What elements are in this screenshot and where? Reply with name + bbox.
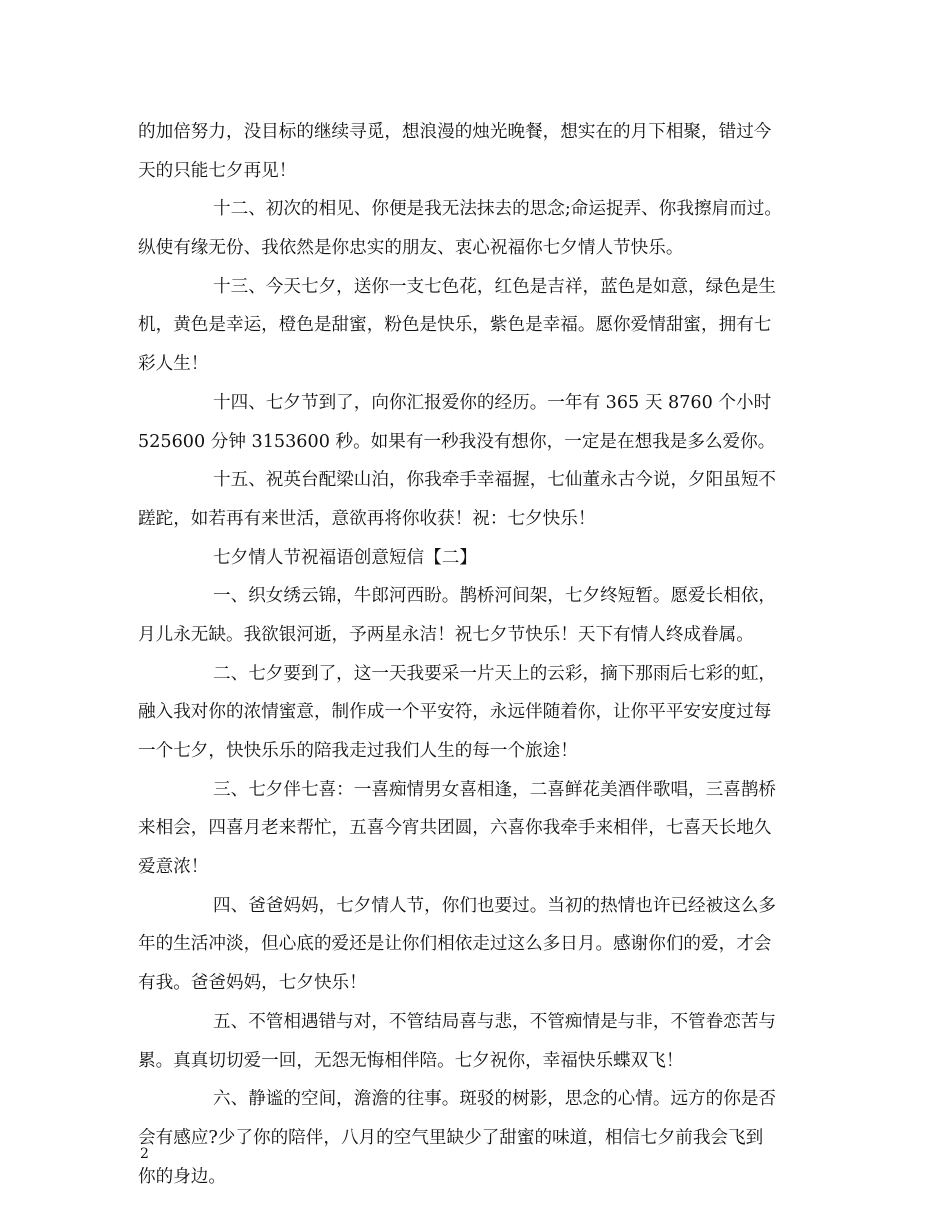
text-line: 525600 分钟 3153600 秒。如果有一秒我没有想你，一定是在想我是多么爱你。 — [138, 431, 776, 452]
text-line: 机，黄色是幸运，橙色是甜蜜，粉色是快乐，紫色是幸福。愿你爱情甜蜜，拥有七 — [138, 315, 772, 336]
paragraph-4-start: 四、爸爸妈妈，七夕情人节，你们也要过。当初的热情也许已经被这么多 — [213, 895, 777, 916]
text-line: 会有感应?少了你的陪伴，八月的空气里缺少了甜蜜的味道，相信七夕前我会飞到 — [138, 1127, 764, 1148]
text-line: 一个七夕，快快乐乐的陪我走过我们人生的每一个旅途！ — [138, 741, 578, 761]
text-line: 融入我对你的浓情蜜意，制作成一个平安符，永远伴随着你，让你平平安安度过每 — [138, 702, 772, 723]
document-body — [138, 113, 828, 1196]
paragraph-2-start: 二、七夕要到了，这一天我要采一片天上的云彩，摘下那雨后七彩的虹， — [213, 663, 777, 684]
text-line: 累。真真切切爱一回，无怨无悔相伴陪。七夕祝你，幸福快乐蝶双飞！ — [138, 1050, 684, 1071]
text-line: 的加倍努力，没目标的继续寻觅，想浪漫的烛光晚餐，想实在的月下相聚，错过今 — [138, 122, 772, 142]
paragraph-15-start: 十五、祝英台配梁山泊，你我牵手幸福握，七仙董永古今说，夕阳虽短不 — [213, 470, 777, 491]
text-line: 有我。爸爸妈妈，七夕快乐！ — [138, 973, 367, 994]
text-line: 你的身边。 — [138, 1166, 226, 1187]
text-line: 爱意浓！ — [138, 857, 209, 878]
paragraph-12-start: 十二、初次的相见、你便是我无法抹去的思念;命运捉弄、你我擦肩而过。 — [213, 199, 782, 220]
page-number: 2 — [140, 1146, 149, 1162]
text-line: 彩人生！ — [138, 354, 209, 375]
paragraph-5-start: 五、不管相遇错与对，不管结局喜与悲，不管痴情是与非，不管眷恋苦与 — [213, 1011, 777, 1032]
paragraph-3-start: 三、七夕伴七喜：一喜痴情男女喜相逢，二喜鲜花美酒伴歌唱，三喜鹊桥 — [213, 779, 777, 800]
paragraph-1-start: 一、织女绣云锦，牛郎河西盼。鹊桥河间架，七夕终短暂。愿爱长相依， — [213, 586, 777, 607]
text-line: 月儿永无缺。我欲银河逝，予两星永洁！祝七夕节快乐！天下有情人终成眷属。 — [138, 624, 754, 645]
text-line: 来相会，四喜月老来帮忙，五喜今宵共团圆，六喜你我牵手来相伴，七喜天长地久 — [138, 818, 772, 839]
text-line: 年的生活冲淡，但心底的爱还是让你们相依走过这么多日月。感谢你们的爱，才会 — [138, 934, 772, 955]
paragraph-13-start: 十三、今天七夕，送你一支七色花，红色是吉祥，蓝色是如意，绿色是生 — [213, 276, 777, 297]
paragraph-14-start: 十四、七夕节到了，向你汇报爱你的经历。一年有 365 天 8760 个小时 — [213, 392, 772, 413]
text-line: 纵使有缘无份、我依然是你忠实的朋友、衷心祝福你七夕情人节快乐。 — [138, 238, 684, 259]
section-heading: 七夕情人节祝福语创意短信【二】 — [213, 547, 477, 568]
text-line: 天的只能七夕再见！ — [138, 160, 297, 181]
paragraph-6-start: 六、静谧的空间，澹澹的往事。斑驳的树影，思念的心情。远方的你是否 — [213, 1089, 777, 1110]
text-line: 蹉跎，如若再有来世活，意欲再将你收获！祝：七夕快乐！ — [138, 508, 596, 529]
